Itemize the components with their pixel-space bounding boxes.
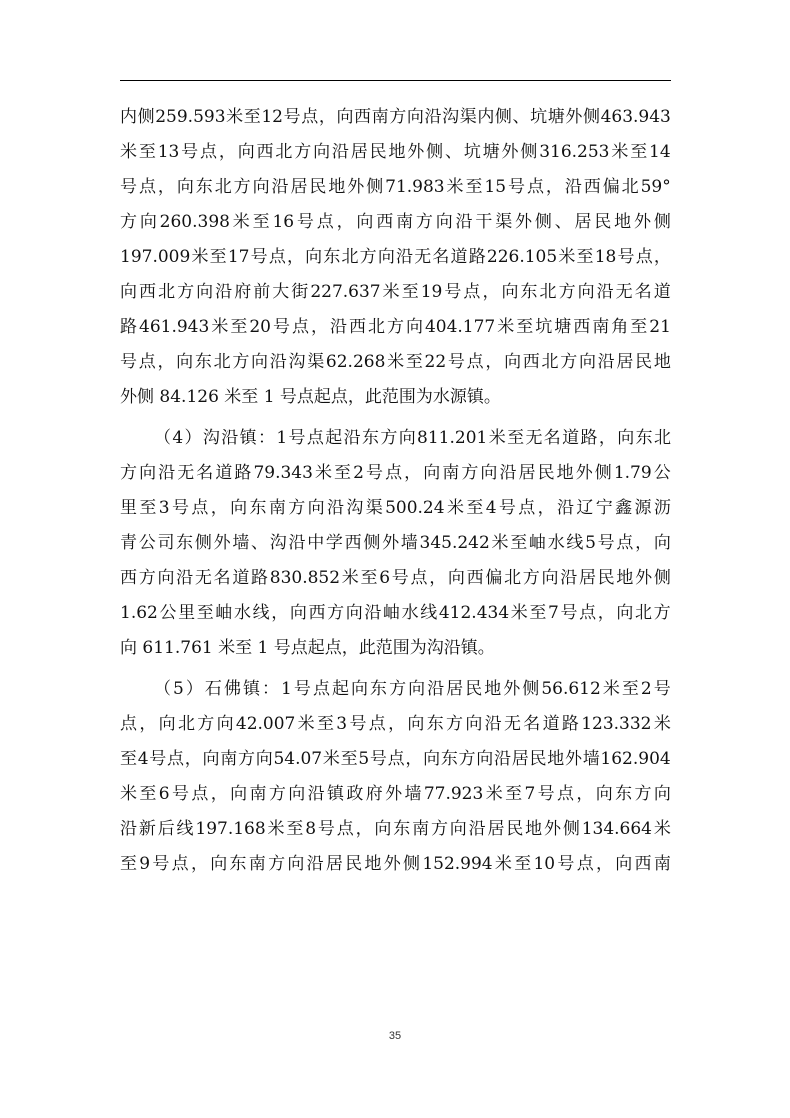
text-line: 方 向 260.398 米 至 16 号 点 ， 向 西 南 方 向 沿 干 渠 外 侧 、 居 民 地 外 侧 bbox=[120, 212, 671, 232]
header-rule bbox=[120, 80, 671, 81]
text-line: 内 侧 259.593 米 至 12 号 点 ， 向 西 南 方 向 沿 沟 渠 内 侧 、 坑 塘 外 侧 463.943 bbox=[120, 107, 671, 127]
text-line: 至 4 号 点 ， 向 南 方 向 54.07 米 至 5 号 点 ， 向 东 方 向 沿 居 民 地 外 墙 162.904 bbox=[120, 749, 671, 769]
text-line: 1.62 公 里 至 岫 水 线 ， 向 西 方 向 沿 岫 水 线 412.434 米 至 7 号 点 ， 向 北 方 bbox=[120, 603, 671, 623]
text-line: 米 至 13 号 点 ， 向 西 北 方 向 沿 居 民 地 外 侧 、 坑 塘 外 侧 316.253 米 至 14 bbox=[120, 142, 671, 162]
paragraph bbox=[120, 100, 671, 415]
paragraph bbox=[120, 672, 671, 882]
text-line: 197.009 米 至 17 号 点 ， 向 东 北 方 向 沿 无 名 道 路 226.105 米 至 18 号 点 ， bbox=[120, 247, 671, 267]
paragraph bbox=[120, 421, 671, 666]
text-line: 外侧 84.126 米至 1 号点起点，此范围为水源镇。 bbox=[120, 387, 501, 407]
text-line: 路 461.943 米 至 20 号 点 ， 沿 西 北 方 向 404.177 米 至 坑 塘 西 南 角 至 21 bbox=[120, 317, 671, 337]
text-line: （ 4 ） 沟 沿 镇 ： 1 号 点 起 沿 东 方 向 811.201 米 至 无 名 道 路 ， 向 东 北 bbox=[154, 428, 671, 448]
text-line: （ 5 ） 石 佛 镇 ： 1 号 点 起 向 东 方 向 沿 居 民 地 外 侧 56.612 米 至 2 号 bbox=[154, 679, 671, 699]
text-line: 里 至 3 号 点 ， 向 东 南 方 向 沿 沟 渠 500.24 米 至 4 号 点 ， 沿 辽 宁 鑫 源 沥 bbox=[120, 498, 671, 518]
text-line: 至 9 号 点 ， 向 东 南 方 向 沿 居 民 地 外 侧 152.994 米 至 10 号 点 ， 向 西 南 bbox=[120, 854, 671, 874]
text-line: 向 611.761 米至 1 号点起点，此范围为沟沿镇。 bbox=[120, 638, 495, 658]
document-body bbox=[120, 100, 671, 882]
text-line: 向 西 北 方 向 沿 府 前 大 街 227.637 米 至 19 号 点 ， 向 东 北 方 向 沿 无 名 道 bbox=[120, 282, 671, 302]
text-line: 号 点 ， 向 东 北 方 向 沿 居 民 地 外 侧 71.983 米 至 15 号 点 ， 沿 西 偏 北 59° bbox=[120, 177, 671, 197]
text-line: 点 ， 向 北 方 向 42.007 米 至 3 号 点 ， 向 东 方 向 沿 无 名 道 路 123.332 米 bbox=[120, 714, 671, 734]
page-number: 35 bbox=[388, 1030, 402, 1042]
text-line: 号 点 ， 向 东 北 方 向 沿 沟 渠 62.268 米 至 22 号 点 ， 向 西 北 方 向 沿 居 民 地 bbox=[120, 352, 671, 372]
text-line: 方 向 沿 无 名 道 路 79.343 米 至 2 号 点 ， 向 南 方 向 沿 居 民 地 外 侧 1.79 公 bbox=[120, 463, 671, 483]
text-line: 西 方 向 沿 无 名 道 路 830.852 米 至 6 号 点 ， 向 西 偏 北 方 向 沿 居 民 地 外 侧 bbox=[120, 568, 671, 588]
text-line: 米 至 6 号 点 ， 向 南 方 向 沿 镇 政 府 外 墙 77.923 米 至 7 号 点 ， 向 东 方 向 bbox=[120, 784, 671, 804]
text-line: 青 公 司 东 侧 外 墙 、 沟 沿 中 学 西 侧 外 墙 345.242 米 至 岫 水 线 5 号 点 ， 向 bbox=[120, 533, 671, 553]
text-line: 沿 新 后 线 197.168 米 至 8 号 点 ， 向 东 南 方 向 沿 居 民 地 外 侧 134.664 米 bbox=[120, 819, 671, 839]
